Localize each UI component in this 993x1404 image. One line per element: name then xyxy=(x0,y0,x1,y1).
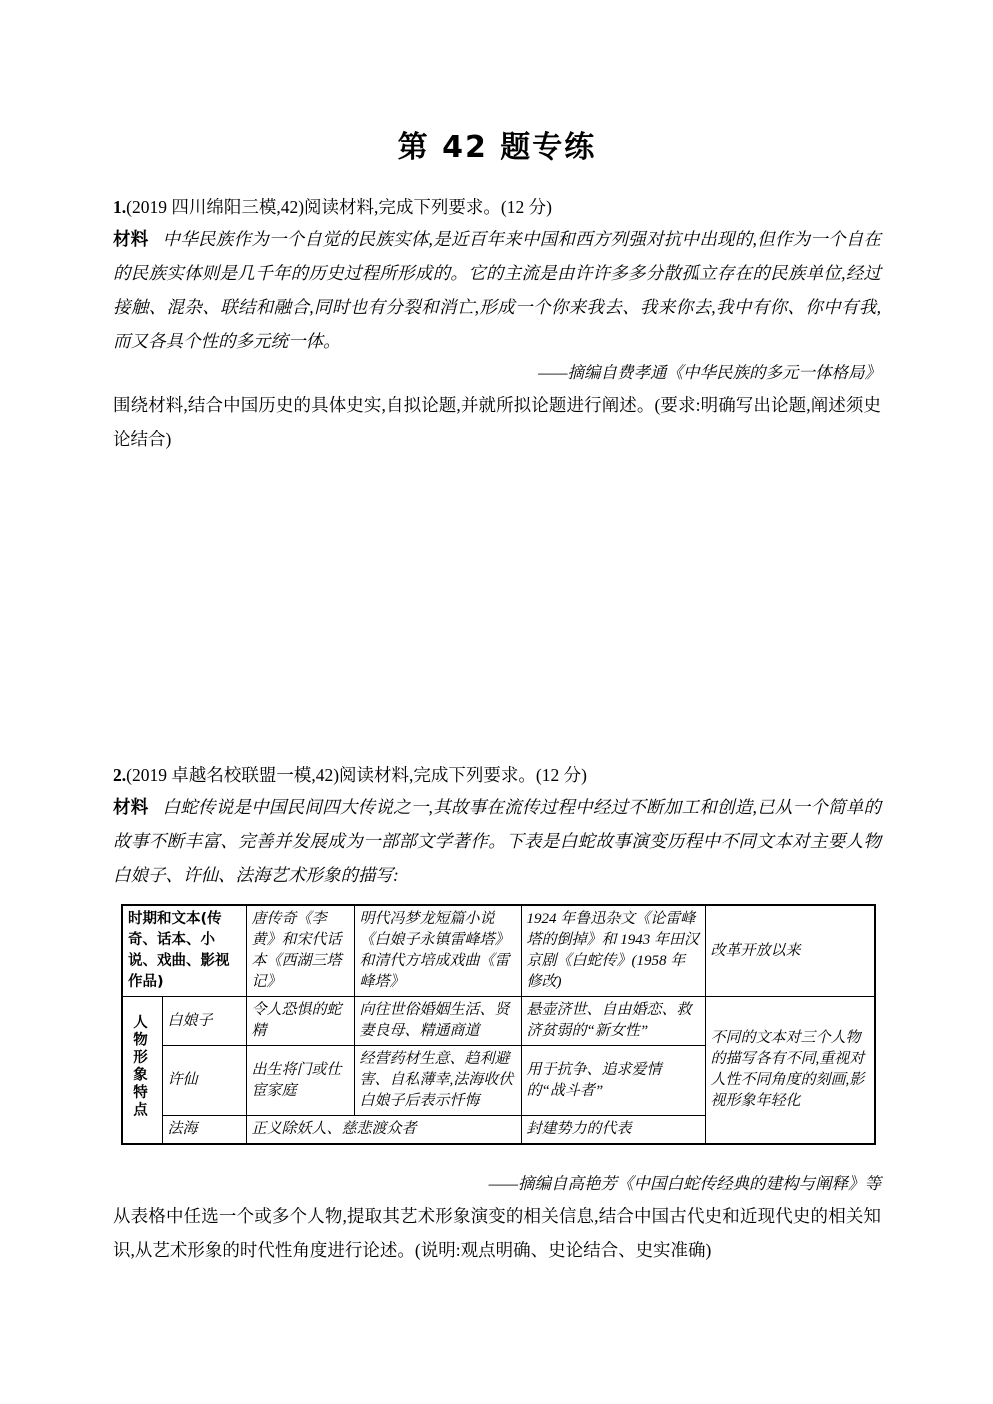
cell-xuxian-tang-song: 出生将门或仕宦家庭 xyxy=(246,1046,354,1116)
answer-space xyxy=(113,456,881,734)
question-2-material xyxy=(113,790,881,892)
cell-fahai-name: 法海 xyxy=(162,1116,246,1145)
material-1-label: 材料 xyxy=(113,229,149,249)
table-header-ming-qing: 明代冯梦龙短篇小说《白娘子永镇雷峰塔》和清代方培成戏曲《雷峰塔》 xyxy=(354,905,521,997)
material-2-label: 材料 xyxy=(113,797,149,817)
content-column xyxy=(113,0,881,1267)
cell-bainiangzi-tang-song: 令人恐惧的蛇精 xyxy=(246,997,354,1046)
table-header-reform: 改革开放以来 xyxy=(705,905,875,997)
material-2-text: 白蛇传说是中国民间四大传说之一,其故事在流传过程中经过不断加工和创造,已从一个简单的故事不断丰富、完善并发展成为一部部文学著作。下表是白蛇故事演变历程中不同文本对主要人物白娘子、许仙、法海艺术形象的描写: xyxy=(113,797,882,885)
row-group-label-cell xyxy=(122,997,162,1145)
white-snake-table xyxy=(121,904,876,1145)
question-2-number: 2. xyxy=(113,765,127,785)
question-2-source: (2019 卓越名校联盟一模,42)阅读材料,完成下列要求。(12 分) xyxy=(126,765,587,785)
question-1-attribution: ——摘编自费孝通《中华民族的多元一体格局》 xyxy=(538,363,881,382)
cell-bainiangzi-ming-qing: 向往世俗婚姻生活、贤妻良母、精通商道 xyxy=(354,997,521,1046)
table-row-bainiangzi xyxy=(122,997,875,1046)
question-1-source: (2019 四川绵阳三模,42)阅读材料,完成下列要求。(12 分) xyxy=(126,197,552,217)
question-1-heading xyxy=(113,192,881,222)
cell-xuxian-ming-qing: 经营药材生意、趋利避害、自私薄幸,法海收伏白娘子后表示忏悔 xyxy=(354,1046,521,1116)
white-snake-table-wrapper xyxy=(121,904,881,1145)
question-1-material xyxy=(113,222,881,358)
question-2-heading xyxy=(113,760,881,790)
cell-fahai-tang-song-ming-qing: 正义除妖人、慈悲渡众者 xyxy=(246,1116,521,1145)
question-1 xyxy=(113,192,881,456)
question-2-attribution: ——摘编自高艳芳《中国白蛇传经典的建构与阐释》等 xyxy=(488,1174,881,1193)
question-2-task: 从表格中任选一个或多个人物,提取其艺术形象演变的相关信息,结合中国古代史和近现代史的相关知识,从艺术形象的时代性角度进行论述。(说明:观点明确、史论结合、史实准确) xyxy=(113,1206,881,1260)
question-1-task: 围绕材料,结合中国历史的具体史实,自拟论题,并就所拟论题进行阐述。(要求:明确写出论题,阐述须史论结合) xyxy=(113,395,881,449)
material-1-text: 中华民族作为一个自觉的民族实体,是近百年来中国和西方列强对抗中出现的,但作为一个自在的民族实体则是几千年的历史过程所形成的。它的主流是由许许多多分散孤立存在的民族单位,经过接触、混杂、联结和融合,同时也有分裂和消亡,形成一个你来我去、我来你去,我中有你、你中有我,而又各具个性的多元统一体。 xyxy=(113,229,882,351)
cell-xuxian-modern: 用于抗争、追求爱情的“战斗者” xyxy=(521,1046,705,1116)
cell-bainiangzi-name: 白娘子 xyxy=(162,997,246,1046)
question-2 xyxy=(113,760,881,1267)
table-header-row xyxy=(122,905,875,997)
page-title: 第 42 题专练 xyxy=(397,130,597,165)
table-header-period: 时期和文本(传奇、话本、小说、戏曲、影视作品) xyxy=(122,905,246,997)
cell-xuxian-name: 许仙 xyxy=(162,1046,246,1116)
spacer xyxy=(113,1145,881,1151)
cell-bainiangzi-modern: 悬壶济世、自由婚恋、救济贫弱的“新女性” xyxy=(521,997,705,1046)
cell-fahai-modern: 封建势力的代表 xyxy=(521,1116,705,1145)
table-header-modern: 1924 年鲁迅杂文《论雷峰塔的倒掉》和 1943 年田汉京剧《白蛇传》(1958 年修改) xyxy=(521,905,705,997)
table-header-tang-song: 唐传奇《李黄》和宋代话本《西湖三塔记》 xyxy=(246,905,354,997)
cell-reform-note: 不同的文本对三个人物的描写各有不同,重视对人性不同角度的刻画,影视形象年轻化 xyxy=(705,997,875,1145)
question-1-number: 1. xyxy=(113,197,127,217)
row-group-label: 人物形象特点 xyxy=(131,1014,147,1119)
